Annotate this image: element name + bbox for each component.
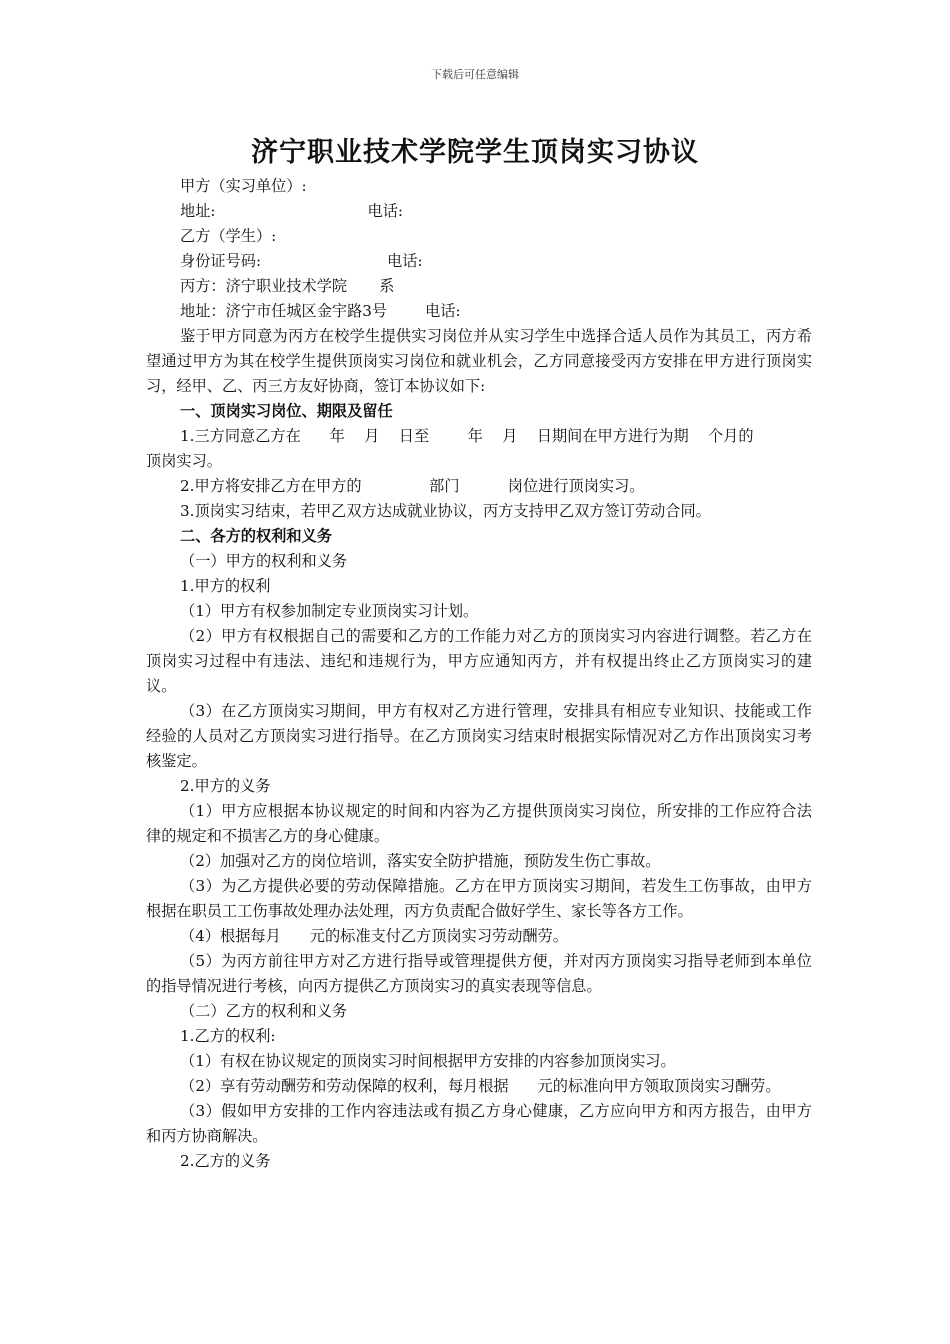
party-c-address: 地址：济宁市任城区金宇路3号	[180, 302, 388, 320]
party-a-duties-2: （2）加强对乙方的岗位培训，落实安全防护措施，预防发生伤亡事故。	[180, 852, 661, 870]
section-1-item-2: 2.甲方将安排乙方在甲方的 部门 岗位进行顶岗实习。	[180, 477, 645, 495]
party-a-rights-heading: 1.甲方的权利	[180, 577, 271, 595]
party-c: 丙方：济宁职业技术学院	[180, 277, 348, 295]
party-c-phone: 电话:	[425, 302, 461, 320]
party-c-dept: 系	[379, 277, 395, 295]
preamble-paragraph: 鉴于甲方同意为丙方在校学生提供实习岗位并从实习学生中选择合适人员作为其员工，丙方希望通过甲方为其在校学生提供顶岗实习岗位和就业机会，乙方同意接受丙方安排在甲方进行顶岗实习，经甲、乙、丙三方友好协商，签订本协议如下:	[146, 327, 812, 395]
party-b-duties-heading: 2.乙方的义务	[180, 1152, 271, 1170]
party-b-rights-2: （2）享有劳动酬劳和劳动保障的权利，每月根据 元的标准向甲方领取顶岗实习酬劳。	[180, 1077, 781, 1095]
party-a-duties-1: （1）甲方应根据本协议规定的时间和内容为乙方提供顶岗实习岗位，所安排的工作应符合法律的规定和不损害乙方的身心健康。	[146, 802, 812, 845]
party-a-duties-5: （5）为丙方前往甲方对乙方进行指导或管理提供方便，并对丙方顶岗实习指导老师到本单位的指导情况进行考核，向丙方提供乙方顶岗实习的真实表现等信息。	[146, 952, 812, 995]
party-a-rights-1: （1）甲方有权参加制定专业顶岗实习计划。	[180, 602, 479, 620]
id-number-line	[146, 249, 812, 274]
party-c-line	[146, 274, 812, 299]
party-a-duties-heading: 2.甲方的义务	[180, 777, 271, 795]
party-c-address-line	[146, 299, 812, 324]
party-b-phone: 电话:	[387, 252, 423, 270]
section-1-item-1-line-2: 顶岗实习。	[146, 452, 222, 470]
party-a-duties-4: （4）根据每月 元的标准支付乙方顶岗实习劳动酬劳。	[180, 927, 568, 945]
party-a-address-line	[146, 199, 812, 224]
subsection-2-heading: （二）乙方的权利和义务	[180, 1002, 348, 1020]
party-b-line: 乙方（学生）:	[180, 227, 277, 245]
section-1-item-3: 3.顶岗实习结束，若甲乙双方达成就业协议，丙方支持甲乙双方签订劳动合同。	[180, 502, 711, 520]
section-2-heading: 二、各方的权利和义务	[180, 527, 332, 545]
party-b-rights-heading: 1.乙方的权利:	[180, 1027, 276, 1045]
party-b-rights-1: （1）有权在协议规定的顶岗实习时间根据甲方安排的内容参加顶岗实习。	[180, 1052, 676, 1070]
section-1-item-1-line-1: 1.三方同意乙方在 年 月 日至 年 月 日期间在甲方进行为期 个月的	[180, 427, 754, 445]
subsection-1-heading: （一）甲方的权利和义务	[180, 552, 348, 570]
party-a-duties-3: （3）为乙方提供必要的劳动保障措施。乙方在甲方顶岗实习期间，若发生工伤事故，由甲方根据在职员工工伤事故处理办法处理，丙方负责配合做好学生、家长等各方工作。	[146, 877, 812, 920]
page-header: 下载后可任意编辑	[431, 68, 519, 81]
party-a-phone: 电话:	[367, 202, 403, 220]
party-a-address: 地址:	[180, 202, 216, 220]
id-number: 身份证号码:	[180, 252, 262, 270]
section-1-heading: 一、顶岗实习岗位、期限及留任	[180, 402, 393, 420]
document-title: 济宁职业技术学院学生顶岗实习协议	[251, 137, 699, 168]
party-a-line: 甲方（实习单位）:	[180, 177, 307, 195]
party-a-rights-2: （2）甲方有权根据自己的需要和乙方的工作能力对乙方的顶岗实习内容进行调整。若乙方在顶岗实习过程中有违法、违纪和违规行为，甲方应通知丙方，并有权提出终止乙方顶岗实习的建议。	[146, 627, 812, 695]
agreement-body	[146, 174, 812, 1174]
party-b-rights-3: （3）假如甲方安排的工作内容违法或有损乙方身心健康，乙方应向甲方和丙方报告，由甲方和丙方协商解决。	[146, 1102, 812, 1145]
party-a-rights-3: （3）在乙方顶岗实习期间，甲方有权对乙方进行管理，安排具有相应专业知识、技能或工作经验的人员对乙方顶岗实习进行指导。在乙方顶岗实习结束时根据实际情况对乙方作出顶岗实习考核鉴定。	[146, 702, 812, 770]
